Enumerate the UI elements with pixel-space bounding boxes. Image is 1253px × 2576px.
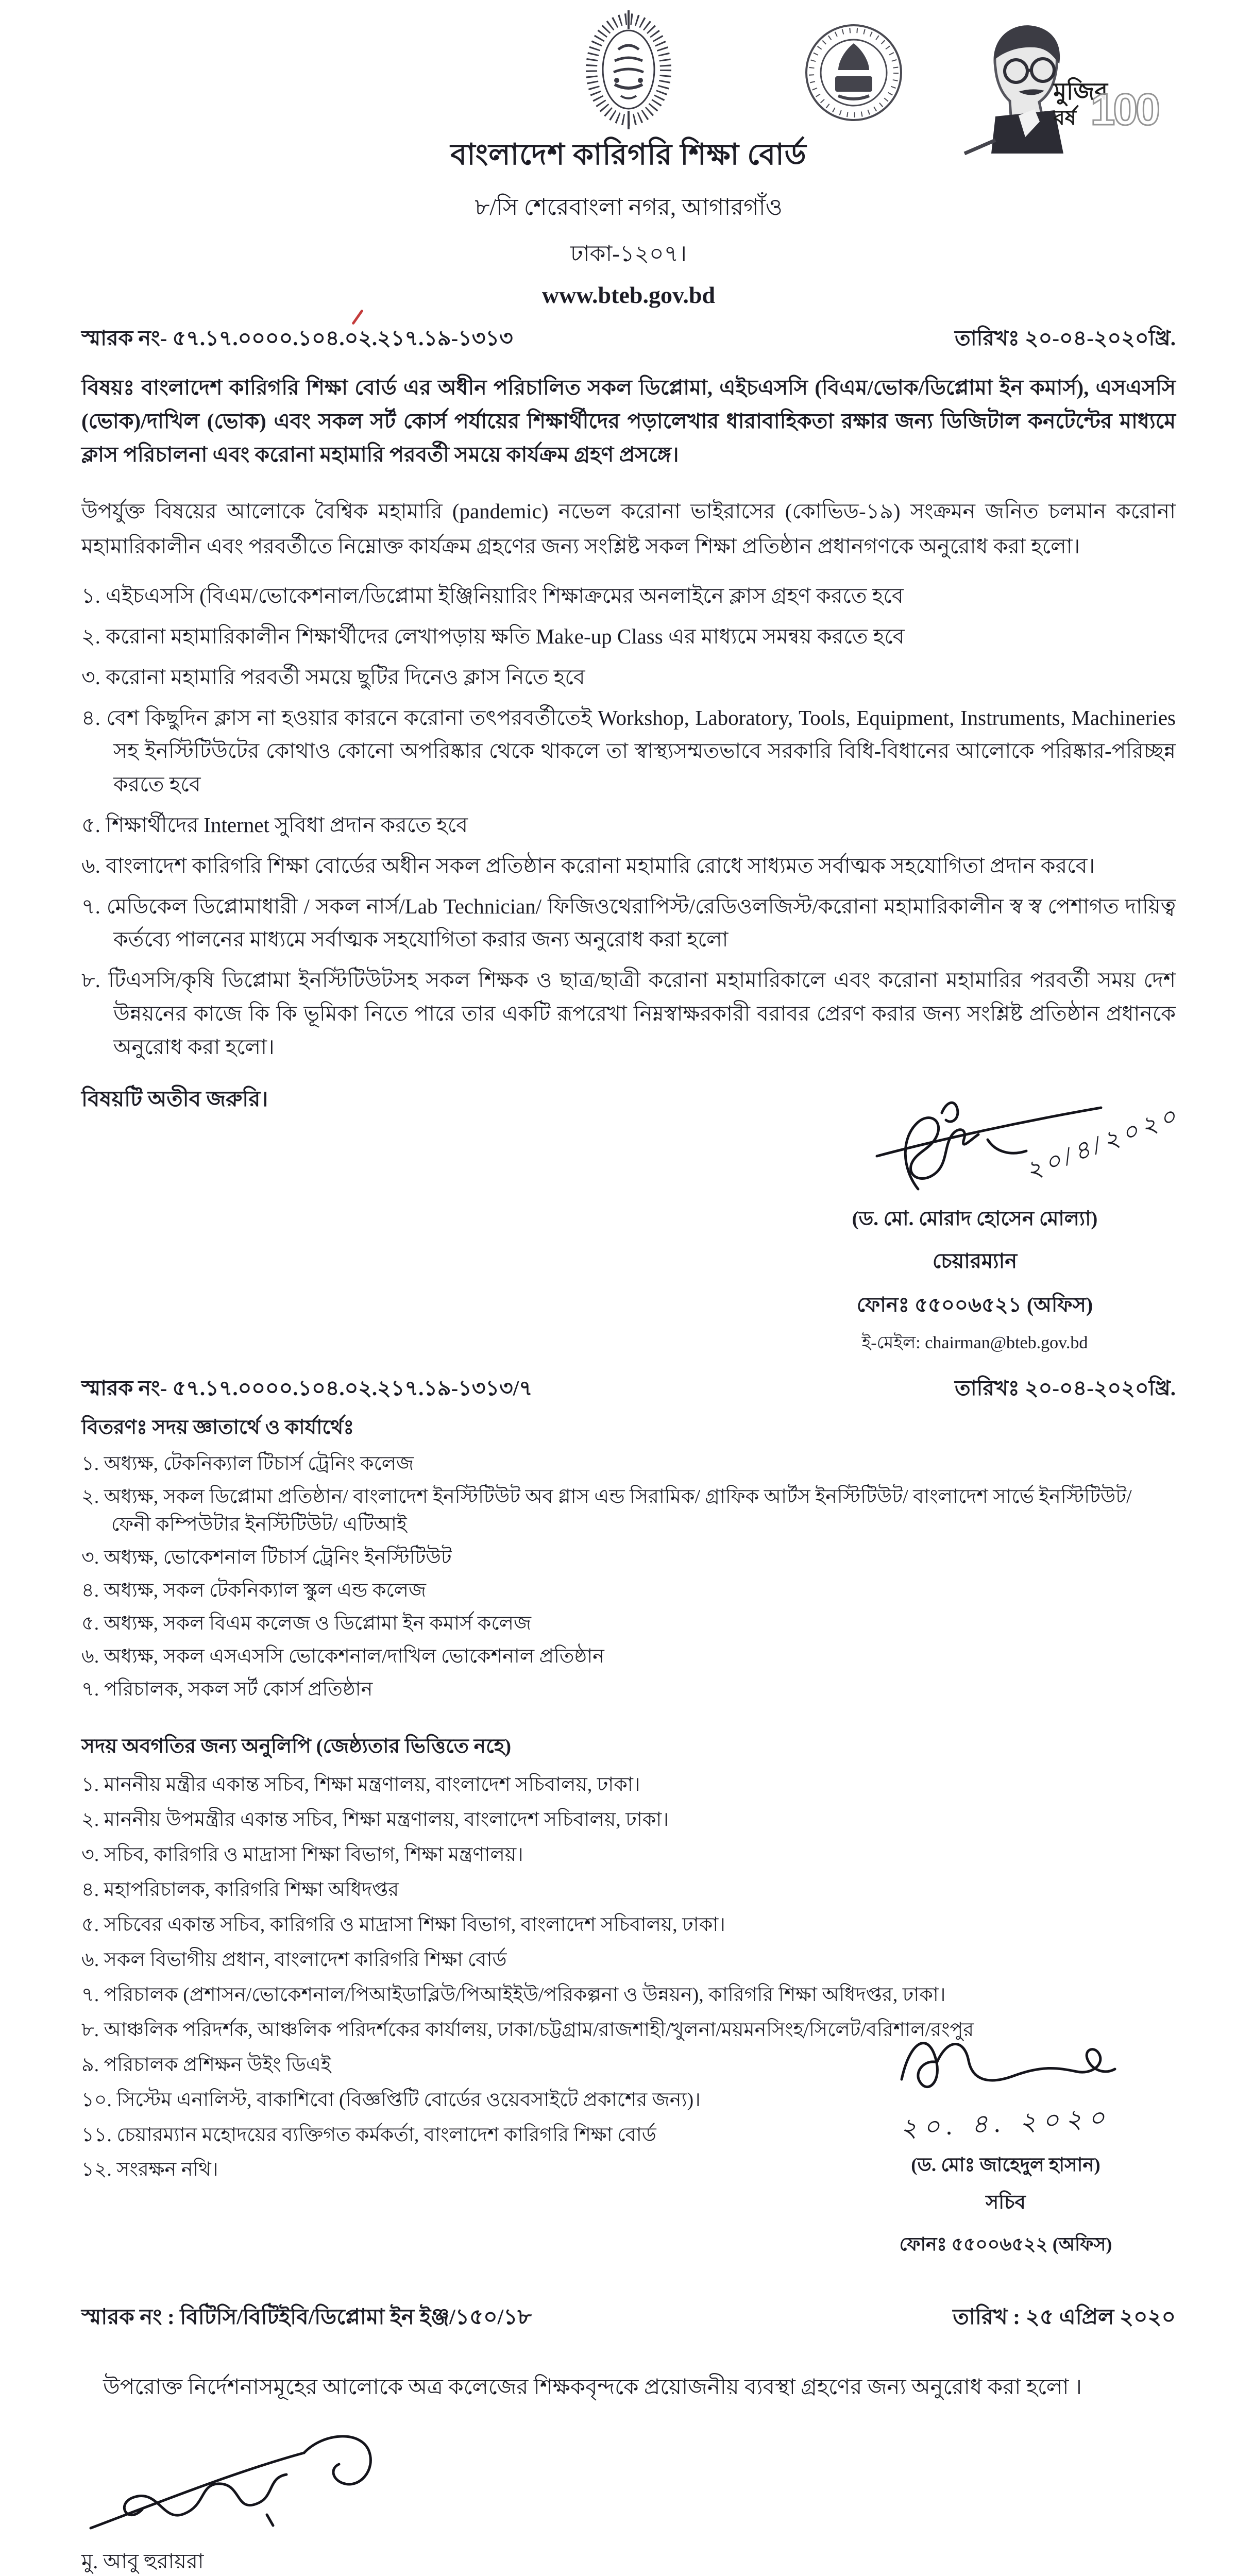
subject-line: বিষয়ঃ বাংলাদেশ কারিগরি শিক্ষা বোর্ড এর অধীন পরিচালিত সকল ডিপ্লোমা, এইচএসসি (বিএম/ভোক/ডিপ্লোমা ইন কমার্স), এসএসসি (ভোক)/দাখিল (ভোক) এবং সকল সর্ট কোর্স পর্যায়ের শিক্ষার্থীদের পড়ালেখার ধারাবাহিকতা রক্ষার জন্য ডিজিটাল কনটেন্টের মাধ্যমে ক্লাস পরিচালনা এবং করোনা মহামারি পরবর্তী সময়ে কার্যক্রম গ্রহণ প্রসঙ্গে।	[81, 376, 1176, 466]
distribution-heading: বিতরণঃ সদয় জ্ঞাতার্থে ও কার্যার্থেঃ	[81, 1416, 354, 1439]
directive-item: ২. করোনা মহামারিকালীন শিক্ষার্থীদের লেখাপড়ায় ক্ষতি Make-up Class এর মাধ্যমে সমন্বয় করতে হবে	[81, 624, 905, 649]
chairman-name: (ড. মো. মোরাদ হোসেন মোল্যা)	[852, 1208, 1098, 1230]
chairman-email: ই-মেইল: chairman@bteb.gov.bd	[861, 1333, 1088, 1353]
secretary-name: (ড. মোঃ জাহেদুল হাসান)	[911, 2155, 1100, 2176]
memo1-date: তারিখঃ ২০-০৪-২০২০খ্রি.	[955, 326, 1176, 350]
directive-item: ১. এইচএসসি (বিএম/ভোকেশনাল/ডিপ্লোমা ইঞ্জিনিয়ারিং শিক্ষাক্রমের অনলাইনে ক্লাস গ্রহণ করতে হবে	[81, 584, 904, 608]
secretary-phone: ফোনঃ ৫৫০০৬৫২২ (অফিস)	[899, 2234, 1112, 2255]
org-address-line2: ঢাকা-১২০৭।	[570, 241, 687, 266]
directive-item: ৪. বেশ কিছুদিন ক্লাস না হওয়ার কারনে করোনা তৎপরবর্তীতেই Workshop, Laboratory, Tools, Equipment, Instruments, Machineries সহ ইনস্টিটিউটের কোথাও কোনো অপরিষ্কার থেকে থাকলে তা স্বাস্থ্যসম্মতভাবে সরকারি বিধি-বিধানের আলোকে পরিষ্কার-পরিচ্ছন্ন করতে হবে	[81, 705, 1176, 796]
copy-item: ৮. আঞ্চলিক পরিদর্শক, আঞ্চলিক পরিদর্শকের কার্যালয়, ঢাকা/চট্টগ্রাম/রাজশাহী/খুলনা/ময়মনসিংহ/সিলেট/বরিশাল/রংপুর	[81, 2019, 974, 2041]
copy-item: ১২. সংরক্ষন নথি।	[81, 2159, 218, 2181]
memo3-number: স্মারক নং : বিটিসি/বিটিইবি/ডিপ্লোমা ইন ইঞ্জ/১৫০/১৮	[81, 2306, 532, 2330]
distribution-item: ২. অধ্যক্ষ, সকল ডিপ্লোমা প্রতিষ্ঠান/ বাংলাদেশ ইনস্টিটিউট অব গ্লাস এন্ড সিরামিক/ গ্রাফিক আর্টস ইনস্টিটিউট/ বাংলাদেশ সার্ভে ইনস্টিটিউট/ ফেনী কম্পিউটার ইনস্টিটিউট/ এটিআই	[81, 1486, 1132, 1536]
principal-signature-block	[81, 2421, 586, 2576]
memo-row-2	[81, 1372, 1176, 1408]
memo3-date: তারিখ : ২৫ এপ্রিল ২০২০	[953, 2306, 1176, 2330]
copy-item: ৬. সকল বিভাগীয় প্রধান, বাংলাদেশ কারিগরি শিক্ষা বোর্ড	[81, 1948, 507, 1971]
copy-item: ২. মাননীয় উপমন্ত্রীর একান্ত সচিব, শিক্ষা মন্ত্রণালয়, বাংলাদেশ সচিবালয়, ঢাকা।	[81, 1808, 669, 1831]
intro-paragraph: উপর্যুক্ত বিষয়ের আলোকে বৈশ্বিক মহামারি (pandemic) নভেল করোনা ভাইরাসের (কোভিড-১৯) সংক্রমন জনিত চলমান করোনা মহামারিকালীন এবং পরবর্তীতে নিম্নোক্ত কার্যক্রম গ্রহণের জন্য সংশ্লিষ্ট সকল শিক্ষা প্রতিষ্ঠান প্রধানগণকে অনুরোধ করা হলো।	[81, 499, 1176, 558]
directive-item: ৩. করোনা মহামারি পরবর্তী সময়ে ছুটির দিনেও ক্লাস নিতে হবে	[81, 665, 585, 689]
mujib-text-line2: বর্ষ	[1053, 106, 1076, 130]
memo2-date: তারিখঃ ২০-০৪-২০২০খ্রি.	[955, 1376, 1176, 1400]
education-board-seal-icon	[802, 19, 905, 127]
memo2-number: স্মারক নং- ৫৭.১৭.০০০০.১০৪.০২.২১৭.১৯-১৩১৩/৭	[81, 1376, 533, 1400]
distribution-item: ৭. পরিচালক, সকল সর্ট কোর্স প্রতিষ্ঠান	[81, 1679, 373, 1701]
memo-row-1	[81, 322, 1176, 358]
red-pen-mark	[352, 309, 364, 325]
secretary-handwritten-date: ২০. ৪. ২০২০	[899, 2103, 1112, 2143]
copy-item: ৫. সচিবের একান্ত সচিব, কারিগরি ও মাদ্রাসা শিক্ষা বিভাগ, বাংলাদেশ সচিবালয়, ঢাকা।	[81, 1913, 725, 1936]
secretary-signature-block	[831, 2018, 1181, 2261]
org-address-line1: ৮/সি শেরেবাংলা নগর, আগারগাঁও	[475, 194, 783, 220]
secretary-signature-icon	[887, 2018, 1124, 2108]
closing-paragraph: উপরোক্ত নির্দেশনাসমূহের আলোকে অত্র কলেজের শিক্ষকবৃন্দকে প্রয়োজনীয় ব্যবস্থা গ্রহণের জন্য অনুরোধ করা হলো ।	[103, 2376, 1082, 2400]
memo1-number-text: স্মারক নং- ৫৭.১৭.০০০০.১০৪.০২.২১৭.১৯-১৩১৩	[81, 326, 513, 350]
copy-item: ৪. মহাপরিচালক, কারিগরি শিক্ষা অধিদপ্তর	[81, 1878, 399, 1901]
copy-item: ৩. সচিব, কারিগরি ও মাদ্রাসা শিক্ষা বিভাগ, শিক্ষা মন্ত্রণালয়।	[81, 1843, 523, 1866]
principal-signature-icon	[81, 2421, 442, 2537]
memo-row-3	[81, 2300, 1176, 2336]
chairman-handwritten-date: ২০/৪/২০২০	[1021, 1101, 1184, 1185]
memo1-number	[81, 322, 513, 358]
chairman-phone: ফোনঃ ৫৫০০৬৫২১ (অফিস)	[856, 1293, 1093, 1317]
distribution-list	[81, 1450, 1176, 1704]
copies-heading: সদয় অবগতির জন্য অনুলিপি (জেষ্ঠ্যতার ভিত্তিতে নহে)	[81, 1735, 512, 1757]
copy-item: ১০. সিস্টেম এনালিস্ট, বাকাশিবো (বিজ্ঞপ্তিটি বোর্ডের ওয়েবসাইটে প্রকাশের জন্য)।	[81, 2089, 701, 2111]
directive-item: ৫. শিক্ষার্থীদের Internet সুবিধা প্রদান করতে হবে	[81, 812, 468, 837]
distribution-item: ৪. অধ্যক্ষ, সকল টেকনিক্যাল স্কুল এন্ড কলেজ	[81, 1580, 426, 1602]
chairman-designation: চেয়ারম্যান	[932, 1249, 1018, 1273]
mujib-100-number: 100	[1090, 85, 1158, 134]
copies-section	[81, 1731, 1176, 2255]
org-website: www.bteb.gov.bd	[541, 282, 716, 308]
mujib-100-logo	[934, 19, 1158, 155]
directives-list	[81, 579, 1176, 1063]
distribution-item: ৬. অধ্যক্ষ, সকল এসএসসি ভোকেশনাল/দাখিল ভোকেশনাল প্রতিষ্ঠান	[81, 1646, 604, 1668]
directive-item: ৭. মেডিকেল ডিপ্লোমাধারী / সকল নার্স/Lab Technician/ ফিজিওথেরাপিস্ট/রেডিওলজিস্ট/করোনা মহামারিকালীন স্ব স্ব পেশাগত দায়িত্ব কর্তব্যে পালনের মাধ্যমে সর্বাত্মক সহযোগিতা করার জন্য অনুরোধ করা হলো	[81, 894, 1176, 952]
distribution-item: ৩. অধ্যক্ষ, ভোকেশনাল টিচার্স ট্রেনিং ইনস্টিটিউট	[81, 1547, 452, 1569]
copy-item: ১. মাননীয় মন্ত্রীর একান্ত সচিব, শিক্ষা মন্ত্রণালয়, বাংলাদেশ সচিবালয়, ঢাকা।	[81, 1773, 640, 1795]
urgent-note: বিষয়টি অতীব জরুরি।	[81, 1088, 268, 1112]
header-right-logos	[802, 19, 1158, 155]
distribution-item: ৫. অধ্যক্ষ, সকল বিএম কলেজ ও ডিপ্লোমা ইন কমার্স কলেজ	[81, 1613, 531, 1635]
letterhead	[81, 9, 1176, 309]
bteb-seal-icon	[580, 9, 678, 130]
distribution-item: ১. অধ্যক্ষ, টেকনিক্যাল টিচার্স ট্রেনিং কলেজ	[81, 1453, 414, 1475]
chairman-signature-block	[774, 1090, 1184, 1359]
directive-item: ৮. টিএসসি/কৃষি ডিপ্লোমা ইনস্টিটিউটসহ সকল শিক্ষক ও ছাত্র/ছাত্রী করোনা মহামারিকালে এবং করোনা মহামারির পরবর্তী সময় দেশ উন্নয়নের কাজে কি কি ভূমিকা নিতে পারে তার একটি রূপরেখা নিম্নস্বাক্ষরকারী বরাবর প্রেরণ করার জন্য সংশ্লিষ্ট প্রতিষ্ঠান প্রধানকে অনুরোধ করা হলো।	[81, 968, 1176, 1059]
secretary-designation: সচিব	[986, 2192, 1026, 2214]
org-name: বাংলাদেশ কারিগরি শিক্ষা বোর্ড	[450, 139, 807, 171]
principal-name: মু. আবু হুরায়রা	[81, 2549, 204, 2573]
copy-item: ১১. চেয়ারম্যান মহোদয়ের ব্যক্তিগত কর্মকর্তা, বাংলাদেশ কারিগরি শিক্ষা বোর্ড	[81, 2124, 656, 2146]
directive-item: ৬. বাংলাদেশ কারিগরি শিক্ষা বোর্ডের অধীন সকল প্রতিষ্ঠান করোনা মহামারি রোধে সাধ্যমত সর্বাত্মক সহযোগিতা প্রদান করবে।	[81, 853, 1095, 877]
mujib-text-line1: মুজিব	[1053, 78, 1108, 105]
copy-item: ৯. পরিচালক প্রশিক্ষন উইং ডিএই	[81, 2054, 331, 2076]
copy-item: ৭. পরিচালক (প্রশাসন/ভোকেশনাল/পিআইডাব্লিউ/পিআইইউ/পরিকল্পনা ও উন্নয়ন), কারিগরি শিক্ষা অধিদপ্তর, ঢাকা।	[81, 1984, 946, 2006]
